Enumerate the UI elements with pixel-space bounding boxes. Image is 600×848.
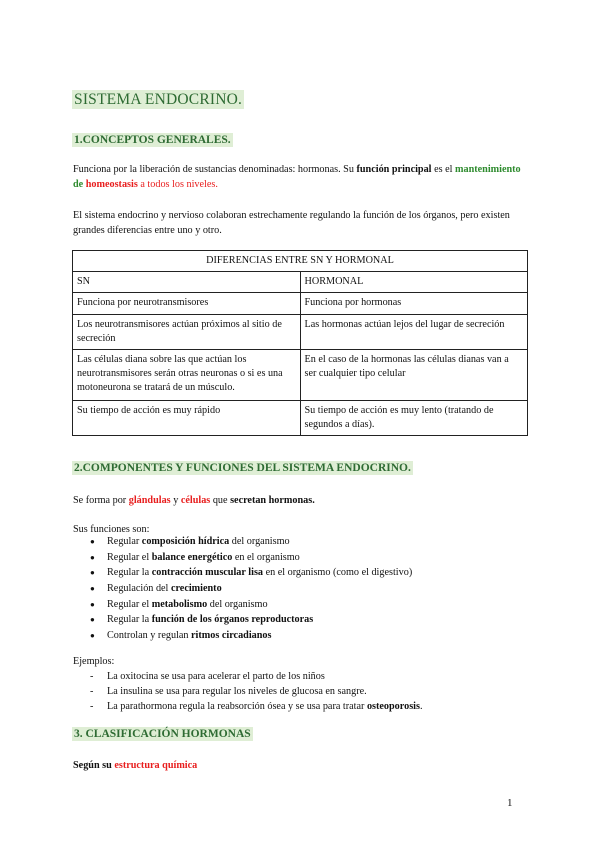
text-run: Regular la <box>107 567 152 579</box>
text-run: Regular <box>107 536 142 547</box>
section-1-paragraph-1 <box>73 162 533 192</box>
bold-run: balance energético <box>151 551 233 563</box>
text-run: Controlan y regulan <box>107 630 192 642</box>
table-cell-sn: Las células diana sobre las que actúan los neurotransmisores serán otras neuronas o si es una motoneurona se tratará de un músculo. <box>73 350 301 401</box>
list-item <box>73 550 412 566</box>
text-run: La oxitocina se usa para acelerar el parto de los niños <box>107 671 325 682</box>
table-row <box>73 315 528 350</box>
highlight-homeostasis: homeostasis <box>85 179 138 190</box>
table-caption: DIFERENCIAS ENTRE SN Y HORMONAL <box>73 251 528 272</box>
differences-table <box>72 250 528 436</box>
bullet-icon: ● <box>90 537 95 546</box>
table-cell-sn: Su tiempo de acción es muy rápido <box>73 401 301 436</box>
text-run: La insulina se usa para regular los niveles de glucosa en sangre. <box>107 686 367 698</box>
section-3-line <box>73 758 533 773</box>
list-item <box>73 612 412 628</box>
highlight-secretan: secretan hormonas. <box>230 495 315 506</box>
list-item <box>73 581 412 597</box>
dash-icon: - <box>90 701 94 713</box>
bold-run: contracción muscular lisa <box>151 567 264 579</box>
text-run: Se forma por <box>73 495 129 506</box>
section-1-heading: 1.CONCEPTOS GENERALES. <box>74 134 231 146</box>
table-cell-hormonal: Su tiempo de acción es muy lento (tratando de segundos a días). <box>300 401 528 436</box>
text-run: Regular el <box>107 598 152 610</box>
table-row <box>73 401 528 436</box>
list-item <box>73 565 412 581</box>
text-run: es el <box>431 164 455 175</box>
table-row <box>73 293 528 315</box>
page-number: 1 <box>507 797 513 809</box>
bold-run: metabolismo <box>151 598 208 610</box>
text-run: La parathormona regula la reabsorción ósea y se usa para tratar <box>107 701 367 713</box>
bullet-icon: ● <box>90 568 95 578</box>
highlight-glandulas: glándulas <box>128 495 171 506</box>
section-3-heading: 3. CLASIFICACIÓN HORMONAS <box>74 728 251 740</box>
document-title: SISTEMA ENDOCRINO. <box>74 91 243 108</box>
list-item <box>73 684 423 699</box>
functions-list <box>73 534 412 644</box>
section-2-intro <box>73 493 533 508</box>
bold-run: composición hídrica <box>141 536 230 547</box>
table-col-header-hormonal: HORMONAL <box>300 272 528 293</box>
bold-run: ritmos circadianos <box>191 630 272 642</box>
list-item <box>73 669 423 684</box>
table-cell-hormonal: Funciona por hormonas <box>300 293 528 315</box>
text-run: Funciona por la liberación de sustancias denominadas: hormonas. Su <box>73 164 357 175</box>
examples-label: Ejemplos: <box>73 656 115 667</box>
text-run: en el organismo <box>232 551 300 563</box>
bullet-icon: ● <box>90 584 95 594</box>
text-run: y <box>170 495 181 506</box>
bullet-icon: ● <box>90 599 95 609</box>
dash-icon: - <box>90 686 94 698</box>
text-run: que <box>210 495 231 506</box>
dash-icon: - <box>90 671 94 682</box>
table-row <box>73 350 528 401</box>
list-item <box>73 699 423 714</box>
text-run: del organismo <box>207 598 268 610</box>
highlight-todos-niveles: a todos los niveles. <box>137 179 218 190</box>
list-item <box>73 628 412 644</box>
highlight-estructura-quimica: estructura química <box>114 760 198 771</box>
text-run: del organismo <box>229 536 290 547</box>
list-item <box>73 597 412 613</box>
table-cell-sn: Los neurotransmisores actúan próximos al sitio de secreción <box>73 315 301 350</box>
highlight-celulas: células <box>180 495 211 506</box>
examples-list <box>73 669 423 715</box>
bold-run: función de los órganos reproductoras <box>151 614 314 626</box>
text-run: . <box>419 701 423 713</box>
bullet-icon: ● <box>90 552 95 562</box>
table-cell-hormonal: En el caso de la hormonas las células dianas van a ser cualquier tipo celular <box>300 350 528 401</box>
highlight-mantenimiento: mantenimiento de <box>73 164 521 190</box>
text-run: Regulación del <box>107 583 171 595</box>
text-run: Regular el <box>107 551 152 563</box>
table-col-header-sn: SN <box>73 272 301 293</box>
functions-label: Sus funciones son: <box>73 524 150 535</box>
text-run: en el organismo (como el digestivo) <box>263 567 413 579</box>
section-2-heading: 2.COMPONENTES Y FUNCIONES DEL SISTEMA ENDOCRINO. <box>74 462 411 474</box>
section-1-paragraph-2: El sistema endocrino y nervioso colaboran estrechamente regulando la función de los órganos, pero existen grandes diferencias entre uno y otro. <box>73 210 510 236</box>
table-cell-sn: Funciona por neurotransmisores <box>73 293 301 315</box>
bold-run: crecimiento <box>170 583 222 595</box>
highlight-funcion-principal: función principal <box>356 164 432 175</box>
table-cell-hormonal: Las hormonas actúan lejos del lugar de secreción <box>300 315 528 350</box>
bullet-icon: ● <box>90 631 95 641</box>
bullet-icon: ● <box>90 615 95 625</box>
text-run: Según su <box>73 760 115 771</box>
bold-run: osteoporosis <box>366 701 420 713</box>
text-run: Regular la <box>107 614 152 626</box>
list-item <box>73 534 412 550</box>
